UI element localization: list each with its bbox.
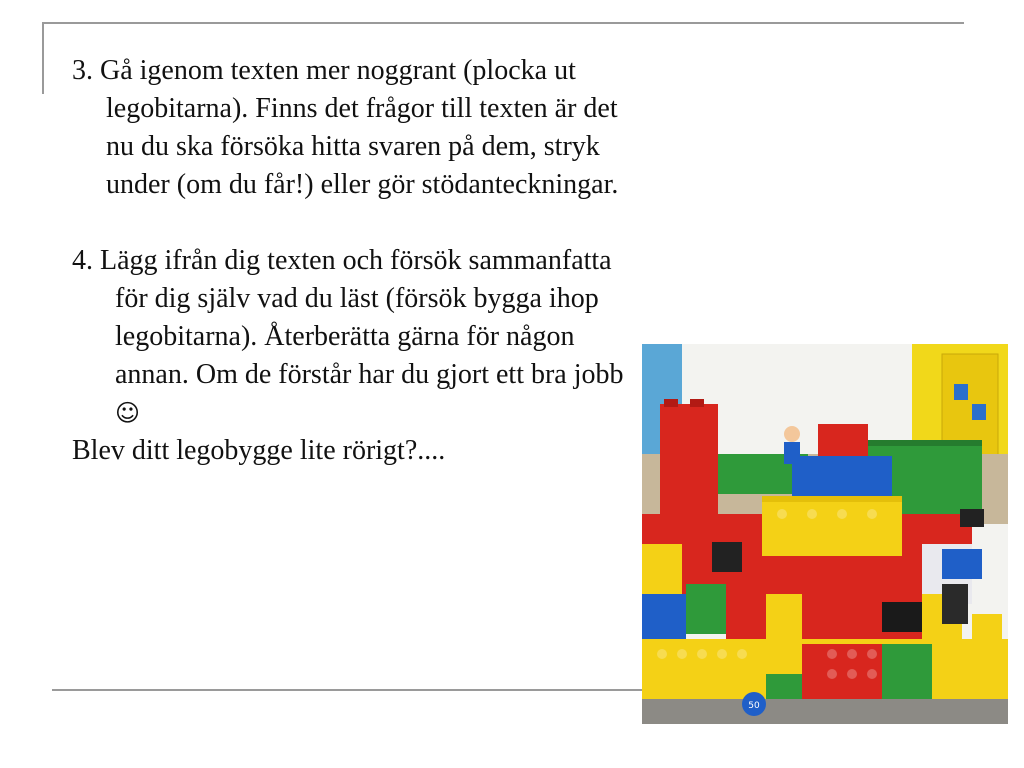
left-rule [42, 22, 44, 94]
smiley-icon: ☺ [115, 399, 141, 427]
step-3-text: 3. Gå igenom texten mer noggrant (plocka ut legobitarna). Finns det frågor till texten är det nu du ska försöka hitta svaren på dem, stryk under (om du får!) eller gör stödanteckningar. [72, 55, 619, 200]
lego-photo [642, 344, 1008, 724]
step-4-text [72, 242, 642, 432]
top-rule [42, 22, 964, 24]
step-4-body: 4. Lägg ifrån dig texten och försök sammanfatta för dig själv vad du läst (försök bygga ihop legobitarna). Återberätta gärna för någon annan. Om de förstår har du gjort ett bra jobb [72, 245, 624, 390]
plate-number: 50 [748, 701, 760, 711]
closing-question: Blev ditt legobygge lite rörigt?.... [72, 435, 446, 466]
bottom-rule [52, 689, 642, 691]
slide-body [72, 52, 642, 470]
